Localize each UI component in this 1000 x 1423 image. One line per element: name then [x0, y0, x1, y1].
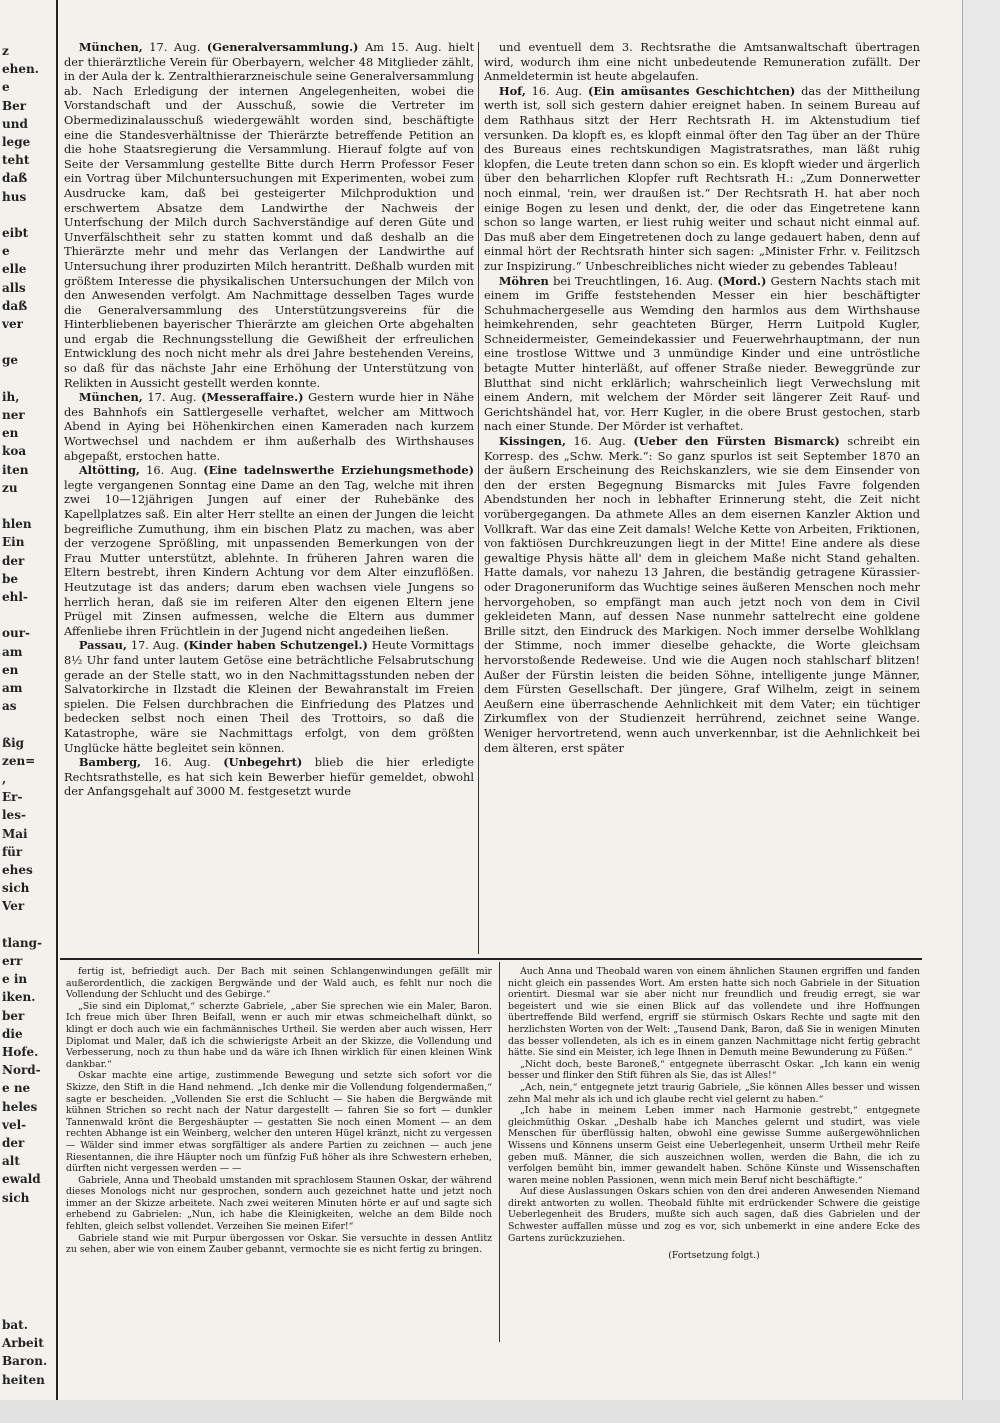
article-date: 17. Aug. — [147, 390, 197, 405]
edge-fragment: Ber — [2, 98, 27, 113]
article-place: Kissingen, — [498, 434, 566, 449]
edge-fragment: ßig — [2, 735, 25, 750]
article-text: legte vergangenen Sonntag eine Dame an den Tag, welche mit ihren zwei 10—12jährigen Jungen auf einer der Ruhebänke des Kapellplatzes saß. Ein alter Herr stellte an einen der Jungen die leicht begreifliche Zumuthung, ihm ein bischen Platz zu machen, was aber der verzogene Sprößling, mit unpassenden Bemerkungen von der Frau Mutter unterstützt, ablehnte. In früheren Jahren waren die Eltern bestrebt, ihren Kindern Achtung vor dem Alter einzuflößen. Heutzutage ist das anders; darum eben wachsen viele Jungens so herrlich heran, daß sie im reiferen Alter den eigenen Eltern jene Prügel mit Zinsen aufmessen, welche die Eltern aus dummer Affenliebe ihren Früchtlein in der Jugend nicht angedeihen ließen. — [64, 477, 474, 638]
news-article — [484, 434, 920, 755]
edge-fragment: der — [2, 1136, 25, 1150]
edge-fragment: our- — [2, 626, 31, 641]
news-article — [484, 84, 920, 274]
story-paragraph: „Sie sind ein Diplomat,“ scherzte Gabriele, „aber Sie sprechen wie ein Maler, Baron. Ich freue mich über Ihren Beifall, wenn er auch mir etwas schmeichelhaft dünkt, so klingt er doch auch wie ein fachmännisches Urtheil. Sie werden aber auch wissen, Herr Diplomat und Maler, daß ich die schwierigste Arbeit an der Skizze, die Vollendung und Verbesserung, noch zu thun habe und da wäre ich Ihnen wirklich für einen kleinen Wink dankbar.“ — [66, 1000, 492, 1070]
news-article — [64, 755, 474, 799]
edge-fragment: Arbeit — [2, 1336, 44, 1351]
edge-fragment: ehen. — [2, 62, 39, 77]
article-date: bei Treuchtlingen, 16. Aug. — [553, 273, 714, 288]
edge-fragment: für — [2, 844, 23, 859]
news-column-right — [484, 40, 920, 958]
edge-fragment: am — [2, 681, 23, 695]
edge-fragment: zu — [2, 480, 18, 495]
edge-fragment: ehes — [2, 863, 33, 877]
edge-fragment: Mai — [2, 826, 28, 841]
article-text: blieb die hier erledigte Rechtsrathstelle, es hat sich kein Bewerber hiefür gemeldet, obwohl der Anfangsgehalt auf 3000 M. festgesetzt wurde — [64, 755, 474, 799]
story-paragraph: „Nicht doch, beste Baroneß,“ entgegnete überrascht Oskar. „Ich kann ein wenig besser und flinker den Stift führen als Sie, das ist Alles!“ — [508, 1058, 920, 1082]
edge-fragment: e — [2, 244, 10, 259]
feuilleton-divider — [60, 958, 922, 960]
article-headline: (Generalversammlung.) — [206, 40, 359, 54]
feuilleton-column-divider — [499, 962, 500, 1342]
edge-fragment: be — [2, 571, 19, 586]
page-bottom-edge — [0, 1400, 1000, 1423]
edge-fragment: e in — [2, 972, 28, 987]
edge-fragment: heles — [2, 1099, 38, 1114]
article-text: und eventuell dem 3. Rechtsrathe die Amtsanwaltschaft übertragen wird, wodurch ihm eine nicht unbedeutende Remuneration zufällt. Der Anmeldetermin ist heute abgelaufen. — [484, 40, 920, 84]
article-text: Heute Vormittags 8½ Uhr fand unter lautem Getöse eine beträchtliche Felsabrutschung gerade an der Stelle statt, wo in den Nachmittagsstunden neben der Salvatorkirche in Ilzstadt die Kleinen der Bewahranstalt im Freien spielen. Die Felsen durchbrachen die Einfriedung des Platzes und bedecken selbst noch einen Theil des Trottoirs, so daß die Katastrophe, wäre sie Nachmittags erfolgt, von dem größten Unglücke hätte begleitet sein können. — [64, 638, 474, 755]
left-page-edge — [0, 0, 58, 1400]
article-place: München, — [78, 390, 143, 405]
story-paragraph: fertig ist, befriedigt auch. Der Bach mit seinen Schlangenwindungen gefällt mir außerordentlich, die zackigen Bergwände und der Wald auch, es fehlt nur noch die Vollendung der Schlucht und des Gebirge.“ — [66, 966, 492, 1001]
story-paragraph: Auf diese Auslassungen Oskars schien von den drei anderen Anwesenden Niemand direkt antworten zu wollen. Theobald fühlte mit erdrückender Schwere die geistige Ueberlegenheit des Bruders, mußte sich auch sagen, daß dies Gabrielen und der Schwester auffallen müsse und zog es vor, sich unbemerkt in eine andere Ecke des Gartens zurückzuziehen. — [508, 1186, 920, 1244]
edge-fragment: lege — [2, 135, 31, 149]
article-date: 16. Aug. — [146, 463, 197, 478]
story-paragraph: Auch Anna und Theobald waren von einem ähnlichen Staunen ergriffen und fanden nicht gleich ein passendes Wort. Am ersten hatte sich noch Gabriele in der Situation orientirt. Diesmal war sie aber nicht nur freundlich und freudig erregt, sie war begeistert und wie sie einen Blick auf das vollendete und ihre Hoffnungen übertreffende Bild werfend, ergriff sie stürmisch Oskars Rechte und sagte mit den herzlichsten Worten von der Welt: „Tausend Dank, Baron, daß Sie in wenigen Minuten das besser vollendeten, als ich es in einem ganzen Nachmittage nicht fertig gebracht hätte. Sie sind ein Meister, ich lege Ihnen in Demuth meine Bewunderung zu Füßen.“ — [508, 966, 920, 1059]
continuation-note: (Fortsetzung folgt.) — [668, 1250, 760, 1262]
article-place: Passau, — [78, 638, 127, 653]
article-place: Hof, — [498, 83, 526, 98]
article-date: 16. Aug. — [573, 434, 626, 449]
edge-fragment: vel- — [2, 1117, 27, 1132]
article-headline: (Unbegehrt) — [223, 755, 303, 770]
article-place: München, — [78, 40, 143, 54]
article-headline: (Eine tadelnswerthe Erziehungsmethode) — [203, 463, 474, 478]
edge-fragment: ner — [2, 408, 25, 422]
page-gutter — [962, 0, 1000, 1423]
article-text: das der Mittheilung werth ist, soll sich gestern dahier ereignet haben. In seinem Bureau auf dem Rathhaus sitzt der Herr Rechtsrath H. im Aktenstudium tief versunken. Da klopft es, es klopft einmal öfter den Tag über an der Thüre des Bureaus eines rechtskundigen Magistratsrathes, man läßt ruhig klopfen, die Leute treten dann schon so ein. Es klopft wieder und ärgerlich über den beharrlichen Klopfer ruft Rechtsrath H.: „Zum Donnerwetter noch einmal, 'rein, wer draußen ist.“ Der Rechtsrath H. hat aber noch einige Bogen zu lesen und denkt, der, die oder das Eingetretene kann schon so lange warten, er liest ruhig weiter und schaut nicht einmal auf. Das muß aber dem Eingetretenen doch zu lange gedauert haben, denn auf einmal hört der Rechtsrath hinter sich sagen: „Minister Frhr. v. Feilitzsch zur Inspizirung.“ Unbeschreibliches nicht wieder zu gebendes Tableau! — [484, 83, 920, 273]
story-paragraph: „Ich habe in meinem Leben immer nach Harmonie gestrebt,“ entgegnete gleichmüthig Oskar. „Deshalb habe ich Manches gelernt und studirt, was viele Menschen für überflüssig halten, obwohl eine gewisse Summe außergewöhnlichen Wissens und Könnens unserm Geist eine Ueberlegenheit, unserm Urtheil mehr Reife geben muß. Männer, die sich auszeichnen wollen, werden die Bahn, die ich zu verfolgen bemüht bin, immer gewandelt haben. Schöne Künste und Wissenschaften waren meine noblen Passionen, wenn mich mein Beruf nicht beschäftigte.“ — [508, 1105, 920, 1186]
edge-fragment: les- — [2, 808, 26, 823]
edge-fragment: en — [2, 662, 19, 677]
story-paragraph: Oskar machte eine artige, zustimmende Bewegung und setzte sich sofort vor die Skizze, den Stift in die Hand nehmend. „Ich denke mir die Vollendung folgendermaßen,“ sagte er bescheiden. „Vollenden Sie erst die Schlucht — Sie haben die Bergwände mit kühnen Strichen so recht nach der Natur dargestellt — fahren Sie so fort — dunkler Tannenwald krönt die Bergeshäupter — gestatten Sie noch einen Moment — an dem rechten Abhange ist ein Weinberg, welcher den unteren Hügel kränzt, nicht zu vergessen — Wälder sind immer etwas sorgfältiger als andere Partien zu zeichnen — auch jene Riesentannen, die ihre Häupter noch um fünfzig Fuß höher als ihre Schwestern erheben, dürften nicht vergessen werden — — — [66, 1070, 492, 1175]
edge-fragment: sich — [2, 881, 30, 896]
edge-fragment: ver — [2, 317, 23, 331]
edge-fragment: daß — [2, 171, 28, 186]
article-text: schreibt ein Korresp. des „Schw. Merk.“: So ganz spurlos ist seit September 1870 an der äußern Erscheinung des Reichskanzlers, wie sie dem Einsender von den der ersten Begegnung Bismarcks mit Jules Favre folgenden Abendstunden her noch in lebhafter Erinnerung steht, die Zeit nicht vorübergegangen. Da athmete Alles an dem eisernen Kanzler Aktion und Vollkraft. War das eine Zeit damals! Welche Kette von Arbeiten, Friktionen, von faktiösen Durchkreuzungen liegt in der Mitte! Eine andere als diese gewaltige Physis hätte all' dem in gleichem Maße nicht Stand gehalten. Hatte damals, vor nahezu 13 Jahren, die beständig getragene Kürassier- oder Dragoneruniform das Wuchtige seines äußeren Menschen noch mehr hervorgehoben, so empfängt man auch jetzt noch von dem in Civil gekleideten Mann, auf dessen Nase nunmehr sattelrecht eine goldene Brille sitzt, den Eindruck des Markigen. Noch immer derselbe Wohlklang der Stimme, noch immer dieselbe gehackte, die Worte gleichsam hervorstoßende Redeweise. Und wie die Augen noch stahlscharf blitzen! Außer der Fürstin leisten die beiden Söhne, intelligente junge Männer, dem Fürsten Gesellschaft. Der jüngere, Graf Wilhelm, zeigt in seinem Aeußern eine überraschende Aehnlichkeit mit dem Vater; ein tüchtiger Zirkumflex von der Studienzeit herrührend, zeichnet seine Wange. Weniger hervortretend, wenn auch unverkennbar, ist die Aehnlichkeit bei dem älteren, erst später — [484, 434, 920, 755]
article-headline: (Messeraffaire.) — [201, 390, 304, 405]
article-text: Gestern wurde hier in Nähe des Bahnhofs ein Sattlergeselle verhaftet, welcher am Mittwoch Abend in Aying bei Höhenkirchen einen Kameraden nach kurzem Wortwechsel und nachdem er ihm außerhalb des Wirthshauses abgepaßt, erstochen hatte. — [64, 390, 474, 463]
feuilleton-column-right — [508, 966, 920, 1344]
edge-fragment: Baron. — [2, 1354, 48, 1369]
article-text: Am 15. Aug. hielt der thierärztliche Verein für Oberbayern, welcher 48 Mitglieder zählt, in der Aula der k. Zentralthierarzneischule seine Generalversammlung ab. Nach Erledigung der internen Angelegenheiten, wobei die Vorstandschaft und der Ausschuß, sowie die Vertreter im Obermedizinalausschuß wiedergewählt worden sind, beschäftigte eine die Standesverhältnisse der Thierärzte betreffende Petition an die hohe Staatsregierung die Versammlung. Hierauf folgte auf von Seite der Versammlung gestellte Bitte durch Herrn Professor Feser ein Vortrag über Milchuntersuchungen mit Experimenten, wobei zum Ausdrucke kam, daß bei gesteigerter Milchproduktion und erschwertem Absatze dem Landwirthe der Nachweis der Unterfschung der Milch durch Sachverständige auf deren Güte und Unverfälschtheit sehr zu statten kommt und daß deshalb an die Thierärzte mehr und mehr das Verlangen der Landwirthe auf Untersuchung ihrer produzirten Milch herantritt. Deßhalb wurden mit größtem Interesse die physikalischen Untersuchungen der Milch von den Anwesenden verfolgt. Am Nachmittage desselben Tages wurde die Generalversammlung des Unterstützungsvereins für die Hinterbliebenen bayerischer Thierärzte am gleichen Orte abgehalten und ergab die Rechnungsstellung die Gewißheit der erfreulichen Entwicklung des noch nicht mehr als drei Jahre bestehenden Vereins, so daß für das nächste Jahr eine Erhöhung der Unterstützung von Relikten in Aussicht gestellt werden konnte. — [64, 40, 474, 390]
news-article — [64, 463, 474, 638]
article-date: 17. Aug. — [149, 40, 201, 54]
edge-fragment: err — [2, 954, 23, 968]
column-divider — [478, 42, 479, 954]
edge-fragment: ewald — [2, 1172, 41, 1187]
edge-fragment: der — [2, 553, 25, 568]
edge-fragment: Nord- — [2, 1063, 41, 1078]
article-date: 17. Aug. — [130, 638, 180, 653]
edge-fragment: alt — [2, 1154, 20, 1169]
edge-fragment: alls — [2, 280, 26, 295]
edge-fragment: Er- — [2, 790, 23, 805]
edge-fragment: sich — [2, 1190, 30, 1205]
news-article — [484, 274, 920, 435]
edge-fragment: e — [2, 80, 10, 95]
article-headline: (Mord.) — [717, 273, 767, 288]
edge-fragment: koa — [2, 444, 27, 459]
feuilleton-column-left — [66, 966, 492, 1344]
edge-fragment: Hofe. — [2, 1045, 39, 1059]
article-headline: (Ueber den Fürsten Bismarck) — [633, 434, 840, 449]
edge-fragment: elle — [2, 262, 27, 277]
edge-fragment: z — [2, 44, 9, 58]
edge-fragment: ehl- — [2, 590, 28, 604]
article-date: 16. Aug. — [531, 83, 583, 98]
edge-fragment: ih, — [2, 389, 20, 404]
story-paragraph: Gabriele stand wie mit Purpur übergossen vor Oskar. Sie versuchte in dessen Antlitz zu sehen, aber wie von einem Zauber gebannt, vermochte sie es nicht fertig zu bringen. — [66, 1232, 492, 1256]
edge-fragment: Ein — [2, 535, 25, 550]
edge-fragment: eibt — [2, 226, 29, 240]
news-article — [64, 390, 474, 463]
news-article — [64, 638, 474, 755]
edge-fragment: hlen — [2, 517, 32, 532]
edge-fragment: ge — [2, 353, 19, 368]
edge-fragment: die — [2, 1026, 23, 1041]
edge-fragment: , — [2, 772, 7, 786]
article-place: Möhren — [498, 273, 549, 288]
edge-fragment: hus — [2, 189, 27, 204]
edge-fragment: iken. — [2, 990, 36, 1005]
article-date: 16. Aug. — [153, 755, 211, 770]
edge-fragment: am — [2, 644, 23, 659]
edge-fragment: bat. — [2, 1318, 28, 1332]
article-headline: (Ein amüsantes Geschichtchen) — [587, 83, 796, 98]
edge-fragment: und — [2, 116, 28, 131]
edge-fragment: Ver — [2, 899, 25, 914]
article-place: Bamberg, — [78, 755, 142, 770]
edge-fragment: teht — [2, 153, 30, 168]
edge-fragment: daß — [2, 298, 28, 313]
news-column-left — [64, 40, 474, 958]
edge-fragment: en — [2, 426, 19, 441]
article-headline: (Kinder haben Schutzengel.) — [183, 638, 368, 653]
edge-fragment: as — [2, 699, 17, 714]
edge-fragment: iten — [2, 462, 29, 477]
story-paragraph: Gabriele, Anna und Theobald umstanden mit sprachlosem Staunen Oskar, der während dieses Monologs nicht nur gesprochen, sondern auch gezeichnet hatte und jetzt noch immer an der Skizze arbeitete. Nach zwei weiteren Minuten hörte er auf und sagte sich erhebend zu Gabrielen: „Nun, ich habe die Kleinigkeiten, welche an dem Bilde noch fehlten, gleich selbst vollendet. Verzeihen Sie meinen Eifer!“ — [66, 1174, 492, 1233]
article-place: Altötting, — [78, 463, 140, 478]
edge-fragment: heiten — [2, 1372, 45, 1387]
edge-fragment: ber — [2, 1008, 25, 1023]
story-paragraph: „Ach, nein,“ entgegnete jetzt traurig Gabriele, „Sie können Alles besser und wissen zehn Mal mehr als ich und ich glaube recht viel gelernt zu haben.“ — [508, 1081, 920, 1105]
news-article — [64, 40, 474, 390]
edge-fragment: e ne — [2, 1081, 31, 1096]
edge-fragment: tlang- — [2, 935, 42, 950]
news-article — [484, 40, 920, 84]
article-text: Gestern Nachts stach mit einem im Griffe feststehenden Messer ein hier beschäftigter Schuhmachergeselle aus Wemding den harmlos aus dem Wirthshause heimkehrenden, sehr geachteten Bürger, Herrn Luitpold Kugler, Schneidermeister, Gemeindekassier und Feuerwehrhauptmann, der nun eine trostlose Wittwe und 3 unmündige Kinder und eine untröstliche betagte Mutter hinterläßt, auf offener Straße nieder. Beweggründe zur Blutthat sind nicht erklärlich; wahrscheinlich liegt Verwechslung mit einem Andern, mit welchem der Mörder seit längerer Zeit Rauf- und Gerichtshändel hat, vor. Herr Kugler, in die obere Brust gestochen, starb nach einer Stunde. Der Mörder ist verhaftet. — [484, 273, 920, 434]
edge-fragment: zen= — [2, 753, 36, 768]
